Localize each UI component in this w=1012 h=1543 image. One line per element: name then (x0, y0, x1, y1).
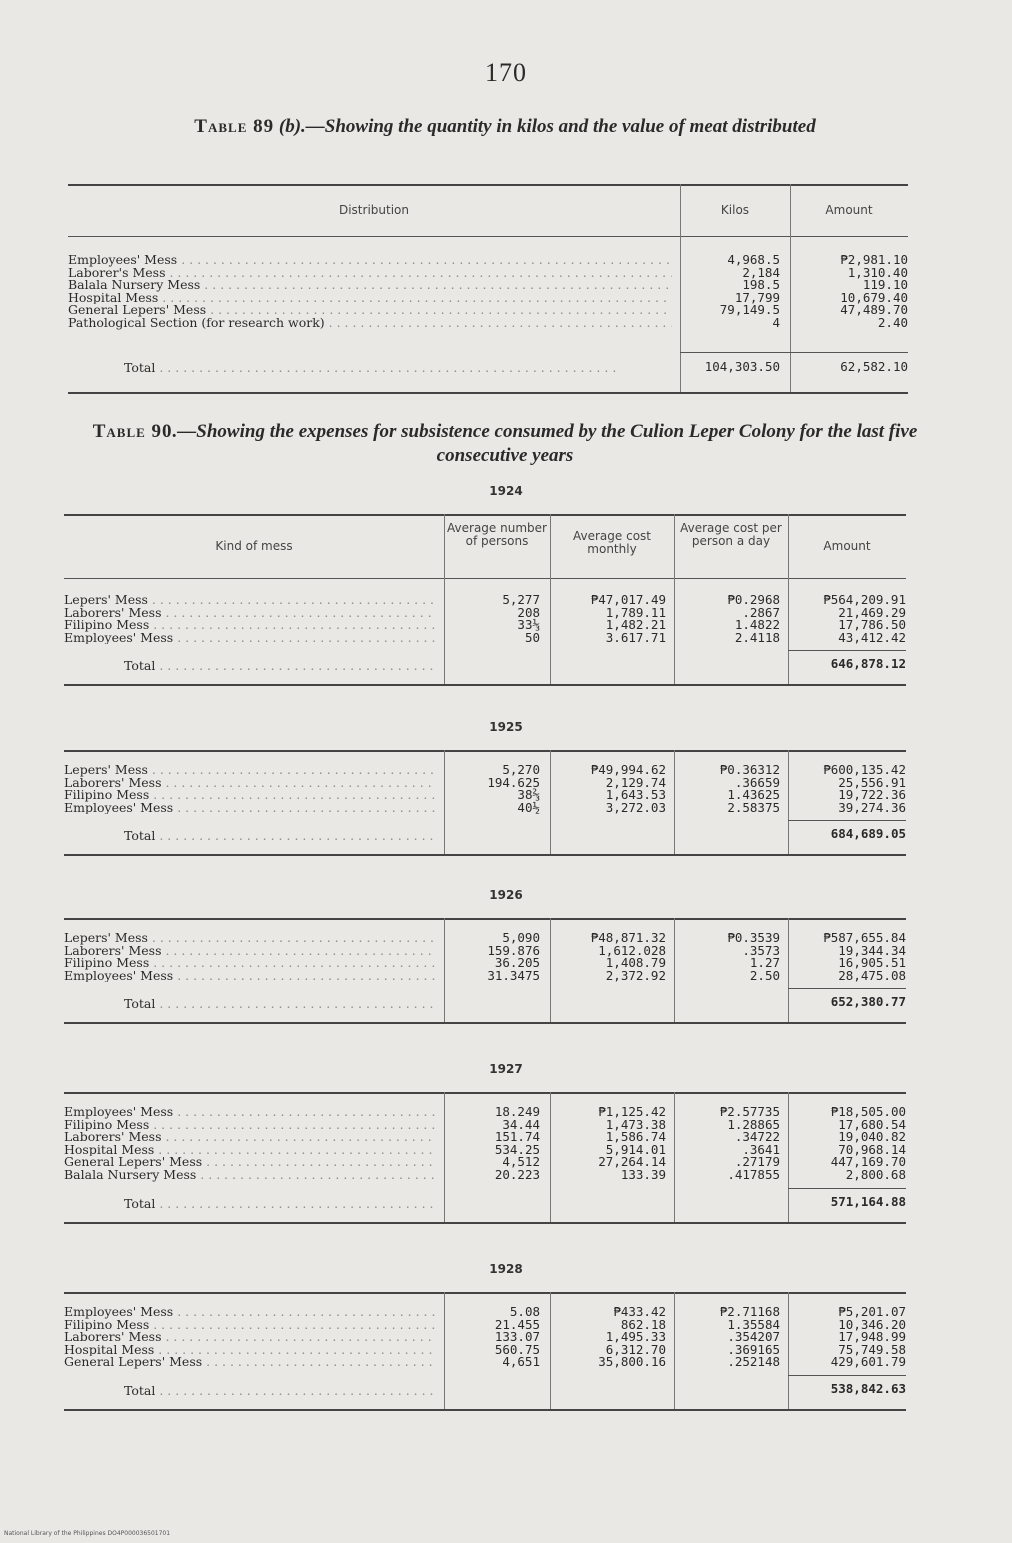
avg-monthly: 2,129.74 (605, 774, 666, 790)
distribution-row-amount: 2.40 (877, 314, 908, 330)
mess-amount: 10,346.20 (838, 1316, 906, 1332)
mess-amount: 17,948.99 (838, 1329, 906, 1345)
distribution-row-kilos: 17,799 (734, 289, 780, 305)
table89-total-kilos: 104,303.50 (704, 359, 780, 374)
distribution-row-name: General Lepers' Mess . . . (68, 304, 672, 317)
avg-monthly: ₱47,017.49 (590, 592, 666, 607)
total-label: Total . . . (124, 658, 436, 673)
avg-persons: 4,651 (502, 1354, 540, 1370)
avg-persons: 133.07 (494, 1329, 540, 1345)
mess-name-text: General Lepers' Mess . . . (64, 1356, 436, 1369)
mess-name (64, 1356, 436, 1369)
amount-column (790, 254, 908, 330)
distribution-row-amount: 119.10 (862, 277, 908, 293)
distribution-row-kilos: 4 (772, 314, 780, 330)
year-total-amount: 538,842.63 (830, 1381, 906, 1396)
avg-monthly: 2,372.92 (605, 967, 666, 983)
mess-name-text: Filipino Mess . . . (64, 1319, 436, 1332)
distribution-row-kilos: 79,149.5 (719, 302, 780, 318)
avg-persons: 151.74 (494, 1129, 540, 1145)
mess-name (64, 1344, 436, 1357)
avg-persons: 534.25 (494, 1141, 540, 1157)
avg-monthly: 1,643.53 (605, 787, 666, 803)
avg-persons: 34.44 (502, 1116, 540, 1132)
header-amount-90: Amount (823, 539, 871, 553)
total-label: Total . . . (124, 1383, 436, 1398)
mess-name (64, 764, 436, 777)
mess-amount: 19,344.34 (838, 942, 906, 958)
mess-name-text: Hospital Mess . . . (64, 1344, 436, 1357)
avg-persons: 36.205 (494, 955, 540, 971)
mess-amount: 21,469.29 (838, 604, 906, 620)
mess-amount: 17,786.50 (838, 617, 906, 633)
mess-name-text: General Lepers' Mess . . . (64, 1156, 436, 1169)
avg-persons: 5,270 (502, 762, 540, 777)
mess-name (64, 632, 436, 645)
avg-persons: 159.876 (487, 942, 540, 958)
mess-amount: 447,169.70 (830, 1154, 906, 1170)
mess-name-text: Lepers' Mess . . . (64, 932, 436, 945)
table-rule (788, 988, 906, 989)
avg-persons: 31.3475 (487, 967, 540, 983)
mess-name-text: Filipino Mess . . . (64, 619, 436, 632)
avg-monthly: 5,914.01 (605, 1141, 666, 1157)
avg-daily: .36659 (734, 774, 780, 790)
distribution-row-name: Pathological Section (for research work) . . . (68, 317, 672, 330)
mess-name (64, 1106, 436, 1119)
avg-daily: .252148 (727, 1354, 780, 1370)
avg-daily: ₱2.57735 (719, 1104, 780, 1119)
mess-name-text: Employees' Mess . . . (64, 1306, 436, 1319)
mess-amount: 25,556.91 (838, 774, 906, 790)
avg-daily: ₱0.2968 (727, 592, 780, 607)
mess-amount: 70,968.14 (838, 1141, 906, 1157)
avg-persons: 40½ (517, 799, 540, 815)
mess-name-text: Employees' Mess . . . (64, 1106, 436, 1119)
mess-amount: ₱600,135.42 (823, 762, 906, 777)
table-rule (788, 820, 906, 821)
avg-persons: 5.08 (509, 1304, 540, 1319)
avg-persons: 4,512 (502, 1154, 540, 1170)
avg-daily: .3641 (742, 1141, 780, 1157)
table90-label: Table 90 (92, 421, 173, 442)
mess-name-text: Balala Nursery Mess . . . (64, 1169, 436, 1182)
avg-daily: 1.35584 (727, 1316, 780, 1332)
avg-persons: 5,090 (502, 930, 540, 945)
distribution-row-name: Employees' Mess . . . (68, 254, 672, 267)
mess-name (64, 1169, 436, 1182)
avg-persons: 208 (517, 604, 540, 620)
avg-daily: ₱0.36312 (719, 762, 780, 777)
mess-name-text: Employees' Mess . . . (64, 970, 436, 983)
avg-daily: .369165 (727, 1341, 780, 1357)
table89-title (60, 115, 950, 139)
year-heading: 1924 (489, 484, 523, 498)
avg-monthly: 6,312.70 (605, 1341, 666, 1357)
avg-monthly: 1,612.028 (598, 942, 666, 958)
table-rule (64, 1409, 906, 1411)
mess-name (64, 1144, 436, 1157)
distribution-row-name: Balala Nursery Mess . . . (68, 279, 672, 292)
year-heading: 1926 (489, 888, 523, 902)
mess-name-text: Filipino Mess . . . (64, 1119, 436, 1132)
avg-daily: .354207 (727, 1329, 780, 1345)
mess-name (64, 1306, 436, 1319)
distribution-row-amount: 1,310.40 (847, 264, 908, 280)
mess-name (64, 607, 436, 620)
avg-daily: .34722 (734, 1129, 780, 1145)
avg-daily: 1.28865 (727, 1116, 780, 1132)
page-number: 170 (485, 58, 527, 87)
mess-name (64, 1119, 436, 1132)
header-amount: Amount (825, 203, 873, 217)
mess-amount: 2,800.68 (845, 1167, 906, 1182)
table-rule (64, 1022, 906, 1024)
avg-daily: 2.50 (749, 967, 780, 983)
mess-name-text: Hospital Mess . . . (64, 1144, 436, 1157)
mess-name-text: Lepers' Mess . . . (64, 594, 436, 607)
avg-daily: 2.58375 (727, 799, 780, 815)
mess-amount: 39,274.36 (838, 799, 906, 815)
table-rule (64, 750, 906, 752)
avg-daily: .417855 (727, 1167, 780, 1182)
avg-persons: 18.249 (494, 1104, 540, 1119)
mess-name-text: Laborers' Mess . . . (64, 777, 436, 790)
total-label: Total . . . (124, 828, 436, 843)
table-rule (788, 1375, 906, 1376)
year-total-amount: 571,164.88 (830, 1193, 906, 1209)
avg-monthly: 133.39 (620, 1167, 666, 1182)
avg-persons: 38⅔ (517, 787, 540, 803)
avg-monthly: 35,800.16 (598, 1354, 666, 1370)
table-rule (64, 918, 906, 920)
mess-name-text: Laborers' Mess . . . (64, 1331, 436, 1344)
mess-name (64, 802, 436, 815)
avg-monthly: ₱1,125.42 (598, 1104, 666, 1119)
avg-daily: .2867 (742, 604, 780, 620)
mess-name-text: Employees' Mess . . . (64, 802, 436, 815)
mess-name (64, 619, 436, 632)
header-kilos: Kilos (720, 203, 750, 217)
avg-daily: .27179 (734, 1154, 780, 1170)
year-heading: 1928 (489, 1262, 523, 1276)
mess-name-text: Filipino Mess . . . (64, 789, 436, 802)
header-avg-monthly: Average cost monthly (573, 529, 651, 556)
year-total-amount: 646,878.12 (830, 656, 906, 672)
mess-amount: 17,680.54 (838, 1116, 906, 1132)
mess-amount: 16,905.51 (838, 955, 906, 971)
table89-total-label: Total . . . (124, 360, 672, 375)
mess-amount: 28,475.08 (838, 967, 906, 983)
table-rule (788, 650, 906, 651)
mess-amount: 19,040.82 (838, 1129, 906, 1145)
mess-amount: ₱5,201.07 (838, 1304, 906, 1319)
avg-monthly: 1,408.79 (605, 955, 666, 971)
mess-name (64, 594, 436, 607)
avg-monthly: 1,482.21 (605, 617, 666, 633)
mess-name (64, 1319, 436, 1332)
year-heading: 1927 (489, 1062, 523, 1076)
footer-credit: National Library of the Philippines DO4P000036501701 (4, 1530, 171, 1537)
distribution-row-name: Laborer's Mess . . . (68, 267, 672, 280)
avg-persons: 50 (524, 629, 540, 645)
avg-persons: 194.625 (487, 774, 540, 790)
avg-persons: 5,277 (502, 592, 540, 607)
mess-amount: 19,722.36 (838, 787, 906, 803)
distribution-row-name: Hospital Mess . . . (68, 292, 672, 305)
mess-name (64, 957, 436, 970)
header-kind-of-mess: Kind of mess (215, 539, 293, 553)
mess-name (64, 789, 436, 802)
avg-monthly: 1,473.38 (605, 1116, 666, 1132)
avg-monthly: 3.617.71 (605, 629, 666, 645)
avg-monthly: 1,495.33 (605, 1329, 666, 1345)
distribution-row-amount: 47,489.70 (840, 302, 908, 318)
avg-monthly: 27,264.14 (598, 1154, 666, 1170)
avg-daily: ₱0.3539 (727, 930, 780, 945)
mess-amount: ₱587,655.84 (823, 930, 906, 945)
avg-monthly: 862.18 (620, 1316, 666, 1332)
mess-name-text: Employees' Mess . . . (64, 632, 436, 645)
table-rule (64, 1292, 906, 1294)
year-total-amount: 684,689.05 (830, 826, 906, 842)
distribution-row-amount: ₱2,981.10 (840, 252, 908, 267)
distribution-row-kilos: 198.5 (742, 277, 780, 293)
distribution-names (68, 254, 672, 330)
avg-persons: 560.75 (494, 1341, 540, 1357)
avg-monthly: 3,272.03 (605, 799, 666, 815)
mess-name-text: Laborers' Mess . . . (64, 607, 436, 620)
mess-amount: 43,412.42 (838, 629, 906, 645)
header-distribution: Distribution (338, 203, 409, 217)
distribution-row-amount: 10,679.40 (840, 289, 908, 305)
table-rule (64, 854, 906, 856)
avg-daily: ₱2.71168 (719, 1304, 780, 1319)
mess-name (64, 945, 436, 958)
mess-name-text: Laborers' Mess . . . (64, 1131, 436, 1144)
mess-name (64, 970, 436, 983)
table89-label: Table 89 (194, 116, 275, 137)
avg-persons: 20.223 (494, 1167, 540, 1182)
avg-monthly: ₱49,994.62 (590, 762, 666, 777)
mess-name (64, 1131, 436, 1144)
mess-amount: ₱564,209.91 (823, 592, 906, 607)
table-rule (64, 684, 906, 686)
mess-amount: 75,749.58 (838, 1341, 906, 1357)
mess-name (64, 932, 436, 945)
table90-caption: .—Showing the expenses for subsistence consumed by the Culion Leper Colony for the last five consecutive years (172, 421, 918, 466)
mess-name (64, 1156, 436, 1169)
total-label: Total . . . (124, 996, 436, 1011)
mess-name-text: Laborers' Mess . . . (64, 945, 436, 958)
mess-name-text: Filipino Mess . . . (64, 957, 436, 970)
avg-monthly: 1,789.11 (605, 604, 666, 620)
avg-persons: 33⅓ (517, 617, 540, 633)
mess-name (64, 1331, 436, 1344)
avg-monthly: ₱433.42 (613, 1304, 666, 1319)
kilos-column (680, 254, 780, 330)
avg-persons: 21.455 (494, 1316, 540, 1332)
table90-title (60, 420, 950, 468)
distribution-row-kilos: 2,184 (742, 264, 780, 280)
distribution-row-kilos: 4,968.5 (727, 252, 780, 267)
mess-name (64, 777, 436, 790)
avg-monthly: 1,586.74 (605, 1129, 666, 1145)
avg-daily: .3573 (742, 942, 780, 958)
avg-daily: 1.27 (749, 955, 780, 971)
total-label: Total . . . (124, 1196, 436, 1211)
table-rule (64, 1092, 906, 1094)
mess-name-text: Lepers' Mess . . . (64, 764, 436, 777)
header-avg-daily: Average cost per person a day (680, 521, 782, 548)
avg-daily: 1.4822 (734, 617, 780, 633)
avg-daily: 1.43625 (727, 787, 780, 803)
year-total-amount: 652,380.77 (830, 994, 906, 1010)
table-rule (64, 1222, 906, 1224)
table89-total-amount: 62,582.10 (840, 359, 908, 374)
header-avg-persons: Average number of persons (447, 521, 547, 548)
avg-monthly: ₱48,871.32 (590, 930, 666, 945)
mess-amount: ₱18,505.00 (830, 1104, 906, 1119)
table89-caption: (b).—Showing the quantity in kilos and the value of meat distributed (278, 116, 816, 137)
table-rule (788, 1188, 906, 1189)
avg-daily: 2.4118 (734, 629, 780, 645)
mess-amount: 429,601.79 (830, 1354, 906, 1370)
year-heading: 1925 (489, 720, 523, 734)
